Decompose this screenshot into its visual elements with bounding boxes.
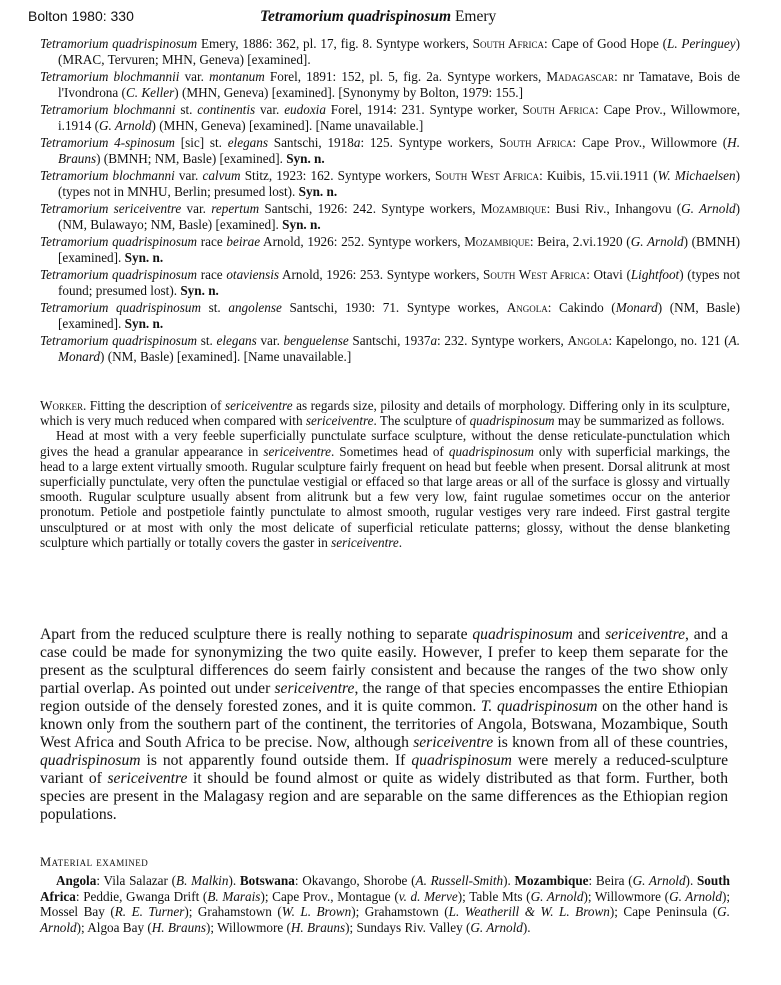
text-run: quadrispinosum xyxy=(472,626,573,643)
text-run: [sic] st. xyxy=(174,135,228,150)
text-run: quadrispinosum xyxy=(40,752,141,769)
synonym-entry xyxy=(40,36,740,68)
text-run: is known from all of these countries, xyxy=(493,734,728,751)
synonym-entry xyxy=(40,168,740,200)
text-run: and xyxy=(572,626,606,643)
text-run: : Busi Riv., Inhangovu ( xyxy=(546,201,682,216)
text-run: ) (BMNH) [examined]. xyxy=(58,234,740,265)
text-run: B. Marais xyxy=(207,888,261,904)
text-run: Arnold, 1926: 252. Syntype workers, xyxy=(260,234,465,249)
text-run: . The sculpture of xyxy=(373,413,470,429)
text-run: sericeiventre xyxy=(605,626,686,643)
text-run: sericeiventre xyxy=(263,443,331,459)
synonym-entry xyxy=(40,333,740,365)
text-run: Head at most with a very feeble superficially punctulate surface sculpture, without the dense reticulate-punctulation which gives the head a granular appearance in xyxy=(40,428,730,459)
text-run: Tetramorium blochmannii xyxy=(40,69,180,84)
text-run: ). xyxy=(503,873,515,888)
text-run: Madagascar xyxy=(546,69,615,84)
text-run: C. Keller xyxy=(125,85,175,100)
text-run: A. Russell-Smith xyxy=(415,873,504,888)
text-run: Lightfoot xyxy=(630,267,680,282)
text-run: sericeiventre xyxy=(224,398,293,413)
text-run: v. d. Merve xyxy=(398,888,458,904)
text-run: Angola xyxy=(567,333,609,348)
text-run: : Okavango, Shorobe ( xyxy=(294,873,416,888)
text-run: Tetramorium blochmanni xyxy=(40,102,176,117)
species-name: Tetramorium quadrispinosum xyxy=(260,8,452,25)
text-run: Tetramorium blochmanni xyxy=(40,168,175,183)
text-run: South Africa xyxy=(472,36,545,51)
text-run: sericeiventre xyxy=(331,534,399,550)
text-run: angolense xyxy=(228,300,282,315)
text-run: Stitz, 1923: 162. Syntype workers, xyxy=(240,168,435,183)
text-run: G. Arnold xyxy=(470,919,523,935)
text-run: Tetramorium 4-spinosum xyxy=(40,135,175,150)
synonym-entry xyxy=(40,234,740,266)
text-run: : Beira, 2.vi.1920 ( xyxy=(529,234,631,249)
text-run: Worker xyxy=(40,398,83,413)
text-run: ); Algoa Bay ( xyxy=(76,919,152,935)
text-run: Santschi, 1930: 71. Syntype workes, xyxy=(281,300,507,315)
text-run: Tetramorium quadrispinosum xyxy=(40,333,198,348)
text-run: G. Arnold xyxy=(669,888,722,904)
text-run: Santschi, 1937 xyxy=(348,333,431,348)
synonym-entry xyxy=(40,135,740,167)
text-run: Mozambique xyxy=(464,234,530,249)
text-run: Botswana xyxy=(239,873,295,888)
text-run: var. xyxy=(181,201,212,216)
text-run: sericeiventre xyxy=(413,734,494,751)
text-run: G. Arnold xyxy=(630,234,684,249)
text-run: quadrispinosum xyxy=(411,752,512,769)
text-run: Tetramorium quadrispinosum xyxy=(40,234,198,249)
text-run: South Africa xyxy=(522,102,595,117)
text-run: Tetramorium quadrispinosum xyxy=(40,36,198,51)
text-run: South Africa xyxy=(40,873,730,904)
text-run: st. xyxy=(175,102,198,117)
text-run: var. xyxy=(255,102,285,117)
text-run: ); Cape Prov., Montague ( xyxy=(260,888,399,904)
text-run: Tetramorium quadrispinosum xyxy=(40,300,202,315)
text-run: var. xyxy=(256,333,284,348)
text-run: South West Africa xyxy=(434,168,540,183)
text-run: var. xyxy=(179,69,210,84)
text-run: sericeiventre xyxy=(274,680,355,697)
text-run: G. Arnold xyxy=(40,904,730,935)
text-run: : 125. Syntype workers, xyxy=(360,135,500,150)
text-run: : Kapelongo, no. 121 ( xyxy=(608,333,729,348)
text-run: Santschi, 1918 xyxy=(268,135,354,150)
text-run: ); Willowmore ( xyxy=(583,888,670,904)
text-run: Apart from the reduced sculpture there is really nothing to separate xyxy=(40,626,473,643)
text-run: st. xyxy=(197,333,217,348)
text-run: . Sometimes head of xyxy=(330,443,449,459)
text-run: , and a case could be made for synonymizing the two quite easily. However, I prefer to keep them separate for the present as the sculptural differences do seem fairly consistent and because the ranges of the two show only partial overlap. As pointed out under xyxy=(40,626,728,697)
text-run: Angola xyxy=(506,300,548,315)
text-run: ); Grahamstown ( xyxy=(351,904,449,919)
text-run: it should be found almost or quite as widely distributed as that form. Further, both species are present in the Malagasy region and are separable on the same differences as the Ethiopian region populations. xyxy=(40,770,728,823)
text-run: ). xyxy=(522,919,531,935)
text-run: elegans xyxy=(216,333,257,348)
text-run: : Cape Prov., Willowmore, i.1914 ( xyxy=(58,102,741,133)
text-run: G. Arnold xyxy=(681,201,736,216)
worker-description xyxy=(40,398,730,550)
text-run: ) (MHN, Geneva) [examined]. [Name unavailable.] xyxy=(151,118,424,133)
text-run: ) (NM, Basle) [examined]. xyxy=(58,300,740,331)
text-run: benguelense xyxy=(283,333,349,348)
text-run: beirae xyxy=(226,234,261,249)
text-run: Syn. n. xyxy=(298,184,338,199)
text-run: elegans xyxy=(227,135,268,150)
synonym-entry xyxy=(40,201,740,233)
worker-paragraph xyxy=(40,428,730,550)
text-run: ). xyxy=(685,873,697,888)
text-run: Emery, 1886: 362, pl. 17, fig. 8. Syntype workers, xyxy=(197,36,473,51)
text-run: W. L. Brown xyxy=(281,904,352,919)
text-run: Syn. n. xyxy=(286,151,325,166)
text-run: ); Mossel Bay ( xyxy=(40,888,731,919)
text-run: sericeiventre xyxy=(107,770,188,787)
text-run: ) (BMNH; NM, Basle) [examined]. xyxy=(96,151,287,166)
text-run: ); Cape Peninsula ( xyxy=(609,904,718,919)
text-run: only with superficial markings, the head to a large extent virtually smooth. Rugular sculpture fairly frequent on head but feeble when present. Dorsal alitrunk at most superficially punctulate, very often the punctulae vestigial or effaced so that large areas or all of the surface is glossy and virtually smooth. Rugular sculpture usually absent from alitrunk but a few very low, faint rugulae sometimes occur on the anterior pronotum. Petiole and postpetiole faintly punctulate to almost smooth, rugular vestiges very rare indeed. First gastral tergite unsculptured or at most with only the most delicate of superficial reticulate patterns; glossy, without the dense blanketing sculpture which partially or totally covers the gaster in xyxy=(40,443,730,550)
material-paragraph xyxy=(40,873,730,935)
text-run: : Cakindo ( xyxy=(547,300,616,315)
text-run: Syn. n. xyxy=(180,283,219,298)
text-run: race xyxy=(197,267,227,282)
text-run: H. Brauns xyxy=(58,135,740,166)
text-run: Angola xyxy=(56,873,97,888)
text-run: quadrispinosum xyxy=(448,443,534,459)
text-run: A. Monard xyxy=(58,333,740,364)
text-run: ) (types not in MNHU, Berlin; presumed lost). xyxy=(58,168,740,199)
text-run: Tetramorium sericeiventre xyxy=(40,201,182,216)
synonym-entry xyxy=(40,102,740,134)
text-run: Mozambique xyxy=(480,201,547,216)
text-run: , the range of that species encompasses the entire Ethiopian region outside of the densely forested zones, and it is quite common. xyxy=(40,680,728,715)
text-run: as regards size, pilosity and details of morphology. Differing only in its sculpture, which is very much reduced when compared with xyxy=(40,398,731,429)
synonym-entry xyxy=(40,69,740,101)
text-run: South West Africa xyxy=(483,267,587,282)
text-run: Santschi, 1926: 242. Syntype workers, xyxy=(259,201,481,216)
text-run: Forel, 1914: 231. Syntype worker, xyxy=(325,102,523,117)
text-run: H. Brauns xyxy=(290,919,346,935)
text-run: : Cape Prov., Willowmore ( xyxy=(572,135,728,150)
text-run: a xyxy=(353,135,361,150)
text-run: var. xyxy=(174,168,203,183)
text-run: sericeiventre xyxy=(305,413,374,429)
text-run: Syn. n. xyxy=(124,316,164,331)
text-run: : 232. Syntype workers, xyxy=(437,333,568,348)
text-run: : Beira ( xyxy=(588,873,633,888)
text-run: eudoxia xyxy=(284,102,326,117)
text-run: L. Peringuey xyxy=(666,36,736,51)
text-run: on the other hand is known only from the southern part of the continent, the territories of Angola, Botswana, Mozambique, South West Africa and South Africa to be precise. Now, although xyxy=(40,698,728,751)
text-run: : Kuibis, 15.vii.1911 ( xyxy=(539,168,658,183)
text-run: ) (MRAC, Tervuren; MHN, Geneva) [examined]. xyxy=(58,36,740,67)
text-run: a xyxy=(430,333,438,348)
text-run: otaviensis xyxy=(226,267,280,282)
text-run: st. xyxy=(201,300,229,315)
text-run: continentis xyxy=(197,102,256,117)
text-run: repertum xyxy=(211,201,260,216)
text-run: ) (NM, Basle) [examined]. [Name unavailable.] xyxy=(100,349,352,364)
page-reference: Bolton 1980: 330 xyxy=(28,8,134,24)
worker-paragraph xyxy=(40,398,730,428)
text-run: T. quadrispinosum xyxy=(480,698,598,715)
species-author: Emery xyxy=(454,8,497,25)
text-run: Monard xyxy=(615,300,658,315)
discussion-paragraph xyxy=(40,626,728,824)
synonym-entry xyxy=(40,267,740,299)
text-run: ) (MHN, Geneva) [examined]. [Synonymy by Bolton, 1979: 155.] xyxy=(174,85,523,100)
text-run: . xyxy=(398,534,403,550)
text-run: may be summarized as follows. xyxy=(554,413,725,429)
text-run: G. Arnold xyxy=(99,118,152,133)
text-run: Tetramorium quadrispinosum xyxy=(40,267,198,282)
species-title xyxy=(260,8,496,26)
text-run: H. Brauns xyxy=(151,919,206,935)
text-run: L. Weatherill & W. L. Brown xyxy=(448,904,610,919)
text-run: G. Arnold xyxy=(530,888,584,904)
synonymy-list xyxy=(40,36,740,366)
text-run: were merely a reduced-sculpture variant of xyxy=(40,752,728,787)
text-run: B. Malkin xyxy=(176,873,229,888)
text-run: Forel, 1891: 152, pl. 5, fig. 2a. Syntype workers, xyxy=(264,69,547,84)
text-run: : Peddie, Gwanga Drift ( xyxy=(75,888,208,904)
text-run: Arnold, 1926: 253. Syntype workers, xyxy=(279,267,484,282)
text-run: R. E. Turner xyxy=(114,904,185,919)
text-run: Mozambique xyxy=(514,873,589,888)
text-run: : Cape of Good Hope ( xyxy=(544,36,667,51)
text-run: ) (NM, Bulawayo; NM, Basle) [examined]. xyxy=(58,201,740,232)
text-run: ); Grahamstown ( xyxy=(184,904,282,919)
text-run: quadrispinosum xyxy=(469,413,555,429)
text-run: ); Sundays Riv. Valley ( xyxy=(345,919,471,935)
text-run: montanum xyxy=(209,69,265,84)
text-run: calvum xyxy=(202,168,241,183)
text-run: Syn. n. xyxy=(124,250,164,265)
text-run: W. Michaelsen xyxy=(657,168,736,183)
text-run: : nr Tamatave, Bois de l'Ivondrona ( xyxy=(58,69,741,100)
text-run: ); Table Mts ( xyxy=(457,888,531,904)
text-run: G. Arnold xyxy=(632,873,686,888)
text-run: : Otavi ( xyxy=(586,267,631,282)
text-run: is not apparently found outside them. If xyxy=(140,752,412,769)
text-run: ) (types not found; presumed lost). xyxy=(58,267,740,298)
material-heading: Material examined xyxy=(40,855,149,869)
text-run: South Africa xyxy=(499,135,573,150)
text-run: : Vila Salazar ( xyxy=(96,873,177,888)
text-run: race xyxy=(197,234,227,249)
text-run: ). xyxy=(228,873,240,888)
text-run: ); Willowmore ( xyxy=(205,919,291,935)
synonym-entry xyxy=(40,300,740,332)
text-run: Syn. n. xyxy=(282,217,321,232)
text-run: . Fitting the description of xyxy=(82,398,225,413)
